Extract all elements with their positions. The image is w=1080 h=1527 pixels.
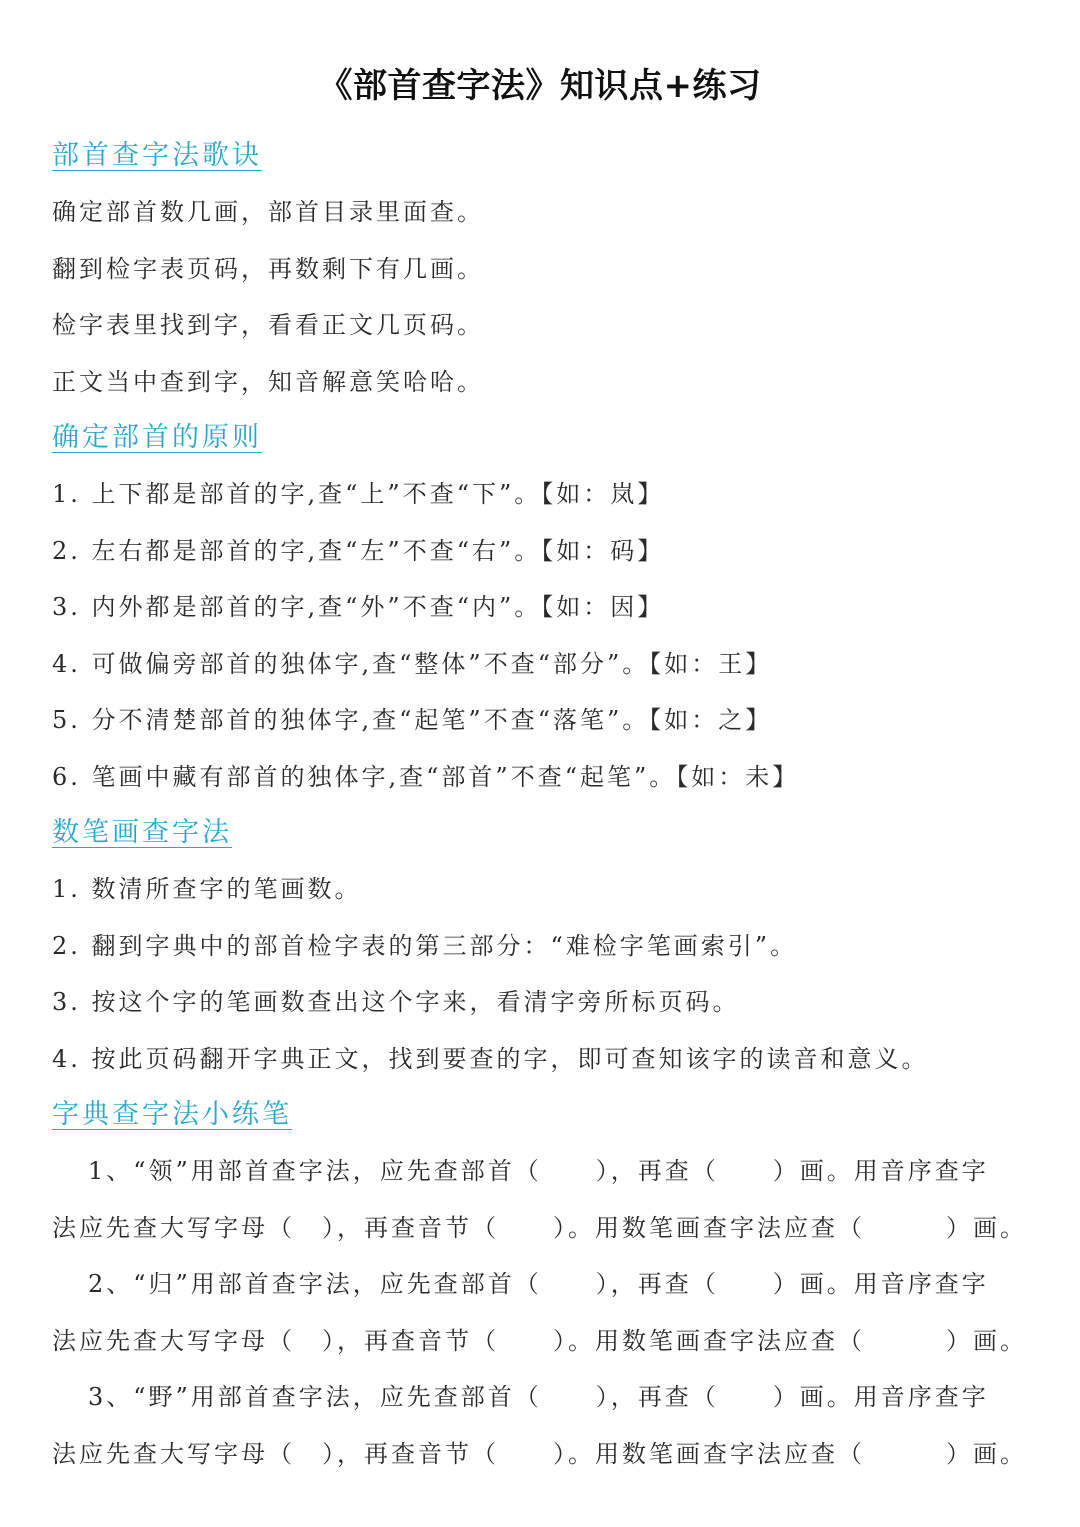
stroke-step: 2. 翻到字典中的部首检字表的第三部分：“难检字笔画索引”。 <box>52 931 798 960</box>
exercise-line: 3、“野”用部首查字法，应先查部首（ ），再查（ ）画。用音序查字 <box>88 1383 989 1411</box>
rule-item: 2. 左右都是部首的字,查“左”不查“右”。【如：码】 <box>52 536 665 565</box>
stroke-step: 4. 按此页码翻开字典正文，找到要查的字，即可查知该字的读音和意义。 <box>52 1044 929 1073</box>
stroke-step: 3. 按这个字的笔画数查出这个字来，看清字旁所标页码。 <box>52 988 740 1016</box>
stroke-step: 1. 数清所查字的笔画数。 <box>52 875 362 903</box>
exercise-line: 1、“领”用部首查字法，应先查部首（ ），再查（ ）画。用音序查字 <box>88 1157 989 1185</box>
mnemonic-line: 检字表里找到字，看看正文几页码。 <box>52 311 484 339</box>
rule-item: 3. 内外都是部首的字,查“外”不查“内”。【如：因】 <box>52 593 665 621</box>
section-heading-radical-rules: 确定部首的原则 <box>52 422 262 453</box>
exercise-line: 法应先查大写字母（ ），再查音节（ ）。用数笔画查字法应查（ ）画。 <box>52 1213 1027 1242</box>
mnemonic-line: 确定部首数几画，部首目录里面查。 <box>52 198 484 226</box>
page-title: 《部首查字法》知识点+练习 <box>318 66 762 106</box>
section-heading-practice: 字典查字法小练笔 <box>52 1099 292 1130</box>
section-heading-stroke-count: 数笔画查字法 <box>52 817 232 848</box>
rule-item: 5. 分不清楚部首的独体字,查“起笔”不查“落笔”。【如：之】 <box>52 706 773 734</box>
exercise-line: 2、“归”用部首查字法，应先查部首（ ），再查（ ）画。用音序查字 <box>88 1270 989 1298</box>
rule-item: 4. 可做偏旁部首的独体字,查“整体”不查“部分”。【如：王】 <box>52 649 773 678</box>
rule-item: 1. 上下都是部首的字,查“上”不查“下”。【如：岚】 <box>52 480 665 508</box>
rule-item: 6. 笔画中藏有部首的独体字,查“部首”不查“起笔”。【如：未】 <box>52 762 800 791</box>
mnemonic-line: 翻到检字表页码，再数剩下有几画。 <box>52 254 484 283</box>
exercise-line: 法应先查大写字母（ ），再查音节（ ）。用数笔画查字法应查（ ）画。 <box>52 1439 1027 1468</box>
mnemonic-line: 正文当中查到字，知音解意笑哈哈。 <box>52 367 484 396</box>
document-body <box>52 128 1042 1482</box>
exercise-line: 法应先查大写字母（ ），再查音节（ ）。用数笔画查字法应查（ ）画。 <box>52 1326 1027 1355</box>
section-heading-mnemonic: 部首查字法歌诀 <box>52 140 262 171</box>
